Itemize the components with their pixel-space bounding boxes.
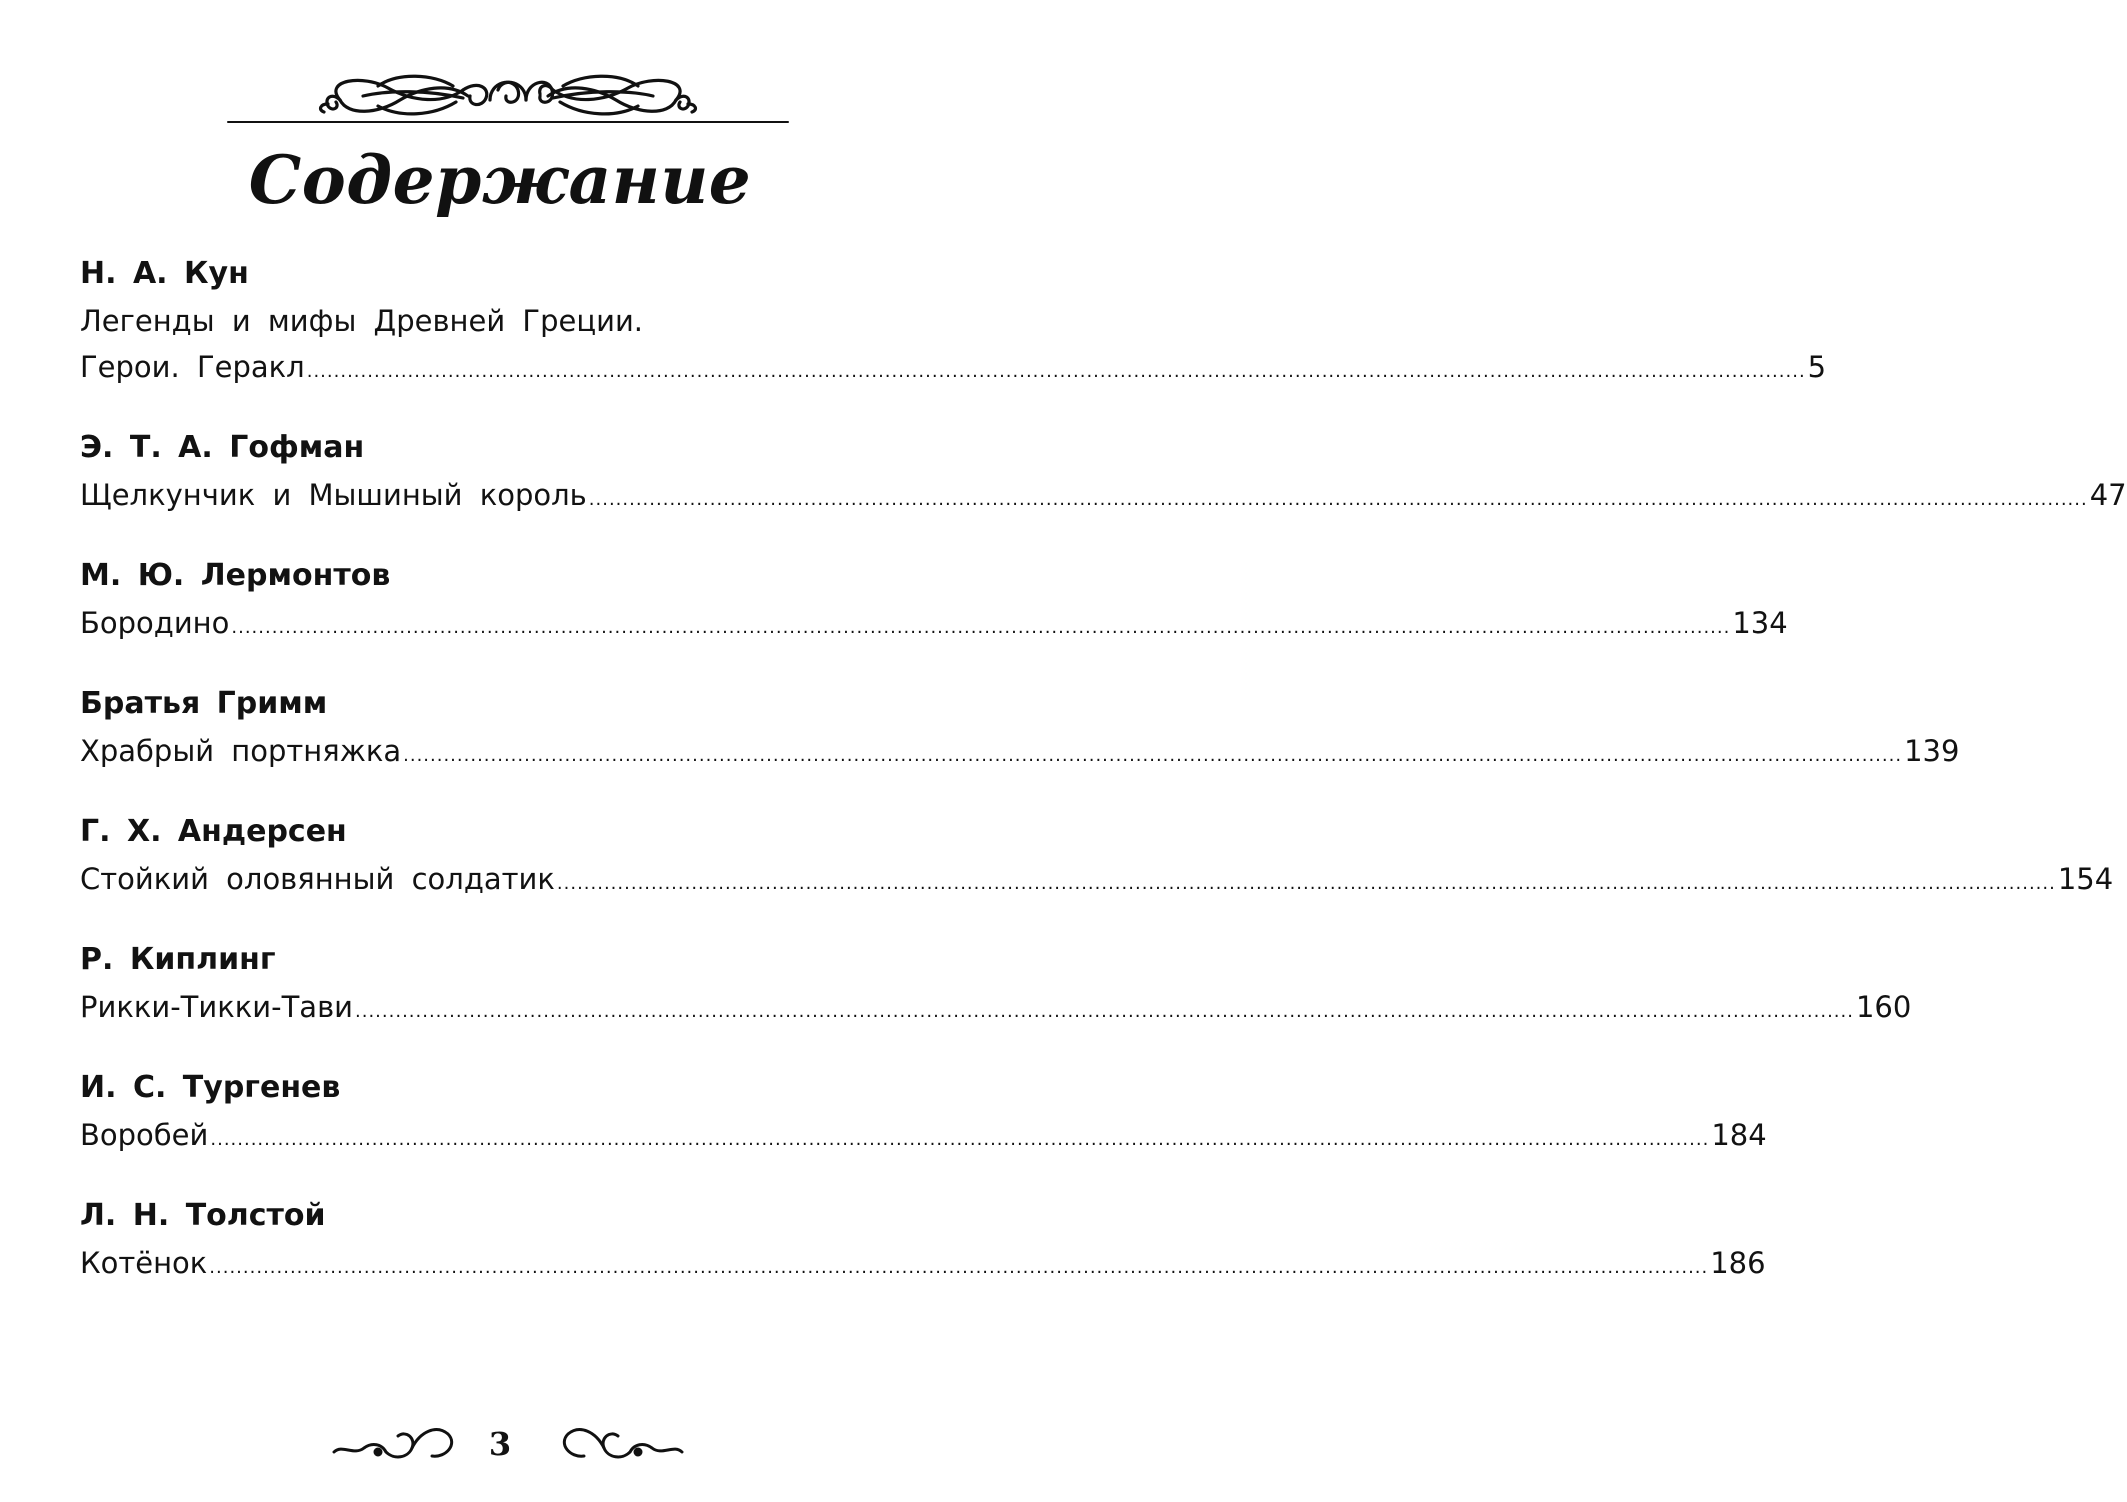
author-name: Э. Т. А. Гофман [80,430,365,465]
work-title: Рикки-Тикки-Тави [80,990,354,1024]
toc-entry [80,424,2127,518]
work-title: Храбрый портняжка [80,734,402,768]
toc-entry [80,250,1827,390]
work-title: Котёнок [80,1246,208,1280]
page-reference: 160 [1855,990,1912,1024]
page-reference: 184 [1711,1118,1767,1152]
dot-leader: ............................................................................................................................................................................................................................... [588,489,2088,510]
dot-leader: ............................................................................................................................................................................................................................... [556,873,2056,894]
page-title: Содержание [248,141,752,219]
page-reference: 134 [1732,606,1788,640]
author-name: Л. Н. Толстой [80,1198,326,1233]
table-of-contents [80,250,2127,1320]
toc-link[interactable] [80,472,2127,518]
dot-leader: ............................................................................................................................................................................................................................... [231,617,1731,638]
toc-link[interactable] [80,856,2114,902]
dot-leader: ............................................................................................................................................................................................................................... [355,1001,1854,1022]
toc-link[interactable] [80,344,1827,390]
toc-entry [80,552,1788,646]
page-reference: 5 [1807,350,1827,384]
work-title: Воробей [80,1118,209,1152]
dot-leader: ............................................................................................................................................................................................................................... [210,1129,1710,1150]
page-reference: 154 [2057,862,2114,896]
author-name: Н. А. Кун [80,256,249,291]
work-title: Бородино [80,606,230,640]
toc-link[interactable] [80,984,1912,1030]
toc-link[interactable] [80,1112,1767,1158]
dot-leader: ............................................................................................................................................................................................................................... [306,361,1806,382]
page-number: 3 [488,1425,512,1463]
work-title: Стойкий оловянный солдатик [80,862,555,896]
work-title-line: Легенды и мифы Древней Греции. [80,304,644,338]
author-name: Р. Киплинг [80,942,276,977]
toc-link[interactable] [80,728,1960,774]
dot-leader: ............................................................................................................................................................................................................................... [403,745,1903,766]
author-name: М. Ю. Лермонтов [80,558,391,593]
toc-link[interactable] [80,1240,1766,1286]
author-name: Братья Гримм [80,686,328,721]
work-title: Герои. Геракл [80,350,305,384]
page-reference: 47 [2089,478,2127,512]
toc-link[interactable] [80,600,1788,646]
toc-entry [80,1192,1766,1286]
scroll-flourish-icon [228,60,788,130]
dot-leader: ............................................................................................................................................................................................................................... [209,1257,1709,1278]
page-reference: 186 [1710,1246,1766,1280]
toc-entry [80,808,2114,902]
author-name: Г. Х. Андерсен [80,814,347,849]
work-title: Щелкунчик и Мышиный король [80,478,587,512]
page-reference: 139 [1904,734,1960,768]
toc-entry [80,936,1912,1030]
author-name: И. С. Тургенев [80,1070,341,1105]
toc-entry [80,1064,1767,1158]
toc-entry [80,680,1960,774]
